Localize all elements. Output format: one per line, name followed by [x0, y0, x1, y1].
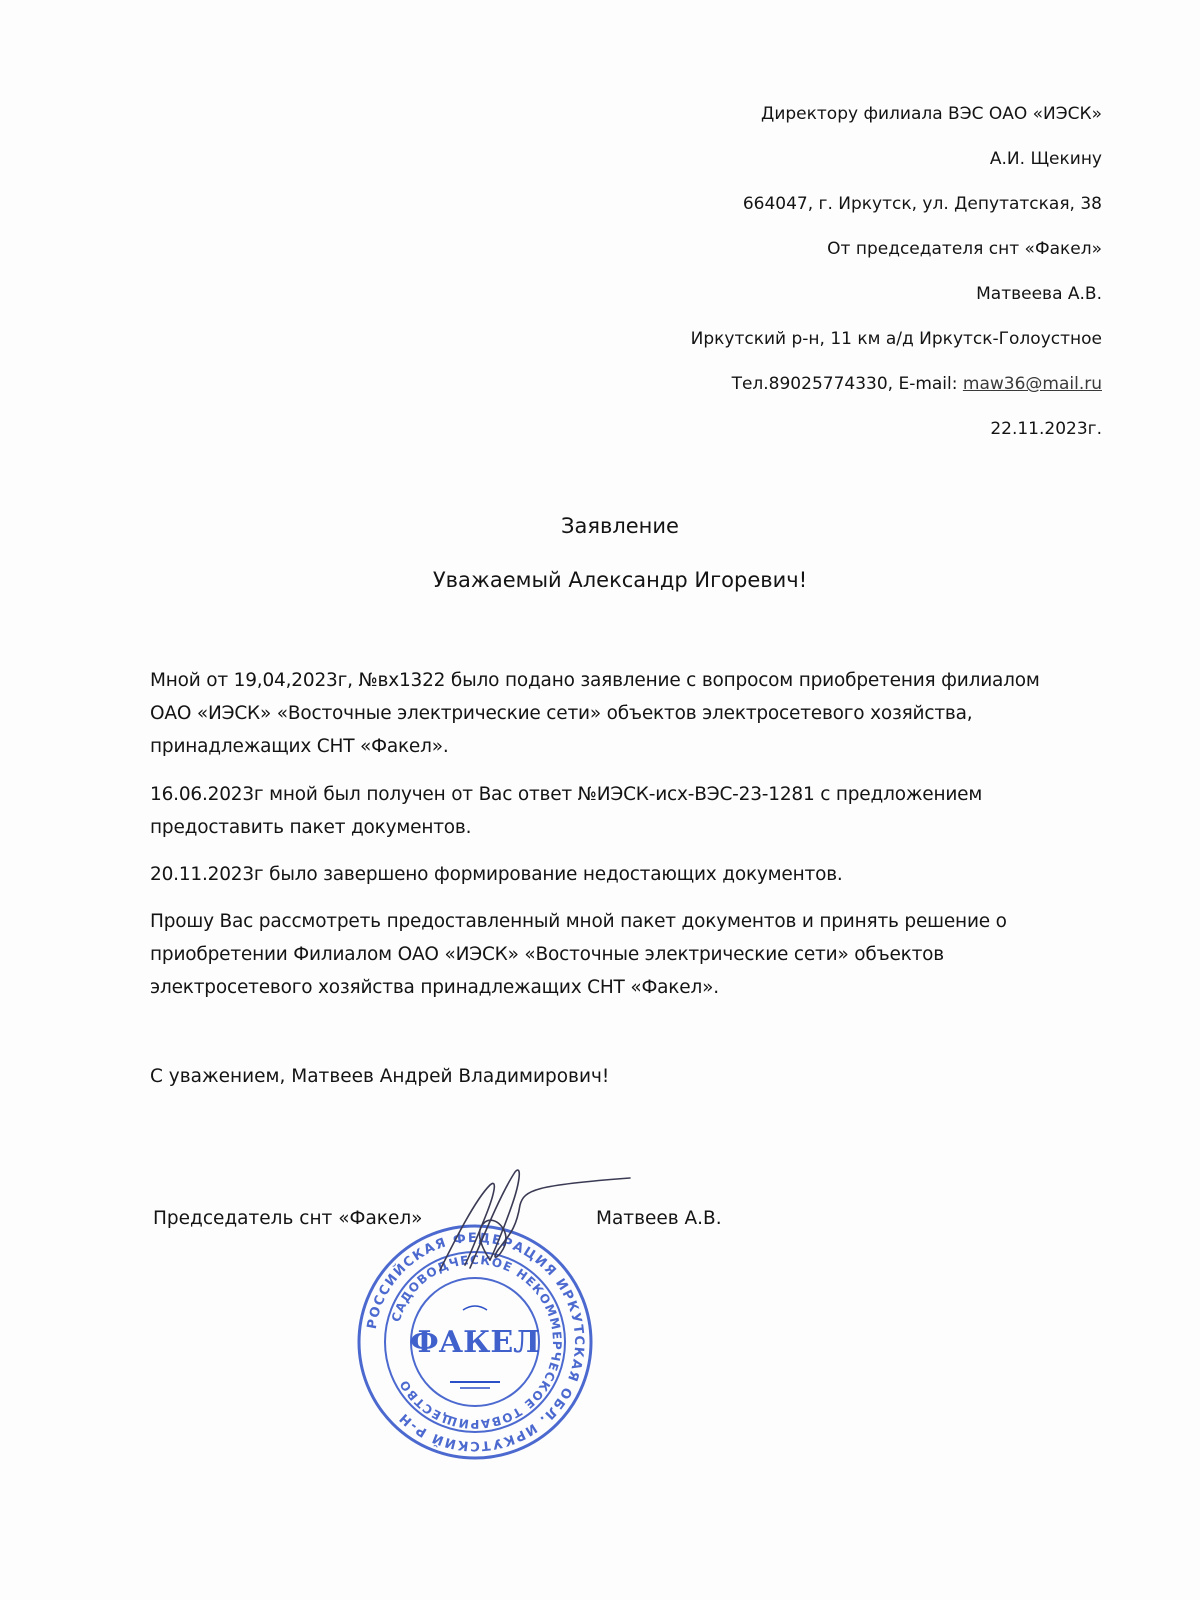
- stamp-inner-text: САДОВОДЧЕСКОЕ НЕКОММЕРЧЕСКОЕ ТОВАРИЩЕСТВО: [388, 1252, 565, 1432]
- salutation: Уважаемый Александр Игоревич!: [432, 568, 808, 592]
- sender-address: Иркутский р-н, 11 км а/д Иркутск-Голоустное: [690, 329, 1102, 349]
- addressee-address: 664047, г. Иркутск, ул. Депутатская, 38: [742, 194, 1102, 214]
- body-paragraph-2: 16.06.2023г мной был получен от Вас ответ №ИЭСК-исх-ВЭС-23-1281 с предложением предоставить пакет документов.: [150, 784, 983, 838]
- document-title: Заявление: [561, 514, 679, 538]
- contact-line: [732, 374, 1102, 394]
- body-paragraph-3: 20.11.2023г было завершено формирование недостающих документов.: [150, 864, 843, 885]
- stamp-outer-text: РОССИЙСКАЯ ФЕДЕРАЦИЯ ИРКУТСКАЯ ОБЛ. ИРКУТСКИЙ Р-Н: [364, 1230, 587, 1454]
- signatory-position: Председатель снт «Факел»: [153, 1208, 423, 1229]
- sender-title: От председателя снт «Факел»: [827, 239, 1102, 259]
- body-paragraph-1: Мной от 19,04,2023г, №вх1322 было подано заявление с вопросом приобретения филиалом ОАО «ИЭСК» «Восточные электрические сети» объектов электросетевого хозяйства, принадлежащих СНТ «Факел».: [150, 670, 1040, 757]
- addressee-title: Директору филиала ВЭС ОАО «ИЭСК»: [761, 104, 1102, 124]
- handwritten-signature: [420, 1160, 650, 1280]
- phone-text: Тел.89025774330, E-mail:: [731, 374, 963, 394]
- email-link[interactable]: maw36@mail.ru: [962, 374, 1102, 394]
- body-paragraph-4: Прошу Вас рассмотреть предоставленный мной пакет документов и принять решение о приобретении Филиалом ОАО «ИЭСК» «Восточные электрические сети» объектов электросетевого хозяйства принадлежащих СНТ «Факел».: [150, 911, 1007, 998]
- stamp-center-text: ФАКЕЛ: [410, 1325, 540, 1360]
- addressee-name: А.И. Щекину: [989, 149, 1102, 169]
- signatory-name: Матвеев А.В.: [596, 1208, 722, 1229]
- document-date: 22.11.2023г.: [990, 419, 1102, 439]
- closing-line: С уважением, Матвеев Андрей Владимирович!: [150, 1066, 610, 1087]
- sender-name: Матвеева А.В.: [976, 284, 1102, 304]
